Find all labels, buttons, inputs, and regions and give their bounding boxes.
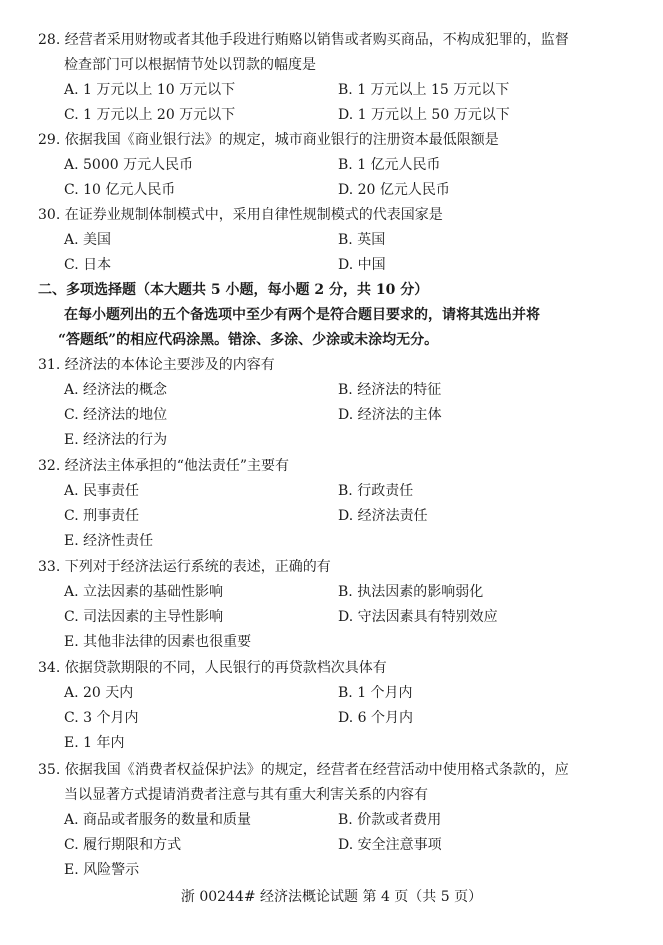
question-29-option-b: B. 1 亿元人民币 bbox=[338, 157, 441, 173]
question-34-stem: 34. 依据贷款期限的不同，人民银行的再贷款档次具体有 bbox=[38, 660, 387, 676]
question-28-stem: 28. 经营者采用财物或者其他手段进行贿赂以销售或者购买商品，不构成犯罪的，监督 bbox=[38, 32, 569, 48]
question-32-option-e: E. 经济性责任 bbox=[64, 533, 154, 549]
question-34-option-e: E. 1 年内 bbox=[64, 735, 125, 751]
question-32-stem: 32. 经济法主体承担的“他法责任”主要有 bbox=[38, 458, 290, 474]
question-30-option-c: C. 日本 bbox=[64, 257, 112, 273]
question-33-option-b: B. 执法因素的影响弱化 bbox=[338, 584, 484, 600]
question-32-option-a: A. 民事责任 bbox=[64, 483, 140, 499]
question-33-option-a: A. 立法因素的基础性影响 bbox=[64, 584, 224, 600]
question-35-option-b: B. 价款或者费用 bbox=[338, 812, 442, 828]
question-32-option-c: C. 刑事责任 bbox=[64, 508, 140, 524]
question-31-option-b: B. 经济法的特征 bbox=[338, 382, 442, 398]
question-30-stem: 30. 在证券业规制体制模式中，采用自律性规制模式的代表国家是 bbox=[38, 207, 443, 223]
question-34-option-c: C. 3 个月内 bbox=[64, 710, 139, 726]
question-34-option-a: A. 20 天内 bbox=[64, 685, 134, 701]
question-30-option-d: D. 中国 bbox=[338, 257, 386, 273]
question-35-option-c: C. 履行期限和方式 bbox=[64, 837, 182, 853]
question-31-option-e: E. 经济法的行为 bbox=[64, 432, 168, 448]
question-29-stem: 29. 依据我国《商业银行法》的规定，城市商业银行的注册资本最低限额是 bbox=[38, 132, 499, 148]
section-instructions: 在每小题列出的五个备选项中至少有两个是符合题目要求的，请将其选出并将 bbox=[64, 307, 540, 323]
question-31-option-d: D. 经济法的主体 bbox=[338, 407, 442, 423]
question-31-option-c: C. 经济法的地位 bbox=[64, 407, 168, 423]
question-32-option-d: D. 经济法责任 bbox=[338, 508, 428, 524]
question-28-option-a: A. 1 万元以上 10 万元以下 bbox=[64, 82, 236, 98]
question-28-option-c: C. 1 万元以上 20 万元以下 bbox=[64, 107, 236, 123]
section-instructions-cont: “答题纸”的相应代码涂黑。错涂、多涂、少涂或未涂均无分。 bbox=[58, 332, 439, 348]
question-35-stem: 35. 依据我国《消费者权益保护法》的规定，经营者在经营活动中使用格式条款的，应 bbox=[38, 762, 569, 778]
question-29-option-a: A. 5000 万元人民币 bbox=[64, 157, 194, 173]
question-28-option-b: B. 1 万元以上 15 万元以下 bbox=[338, 82, 510, 98]
question-34-option-d: D. 6 个月内 bbox=[338, 710, 413, 726]
question-30-option-b: B. 英国 bbox=[338, 232, 386, 248]
section-heading: 二、多项选择题（本大题共 5 小题，每小题 2 分，共 10 分） bbox=[38, 282, 429, 298]
question-31-stem: 31. 经济法的本体论主要涉及的内容有 bbox=[38, 357, 275, 373]
question-33-stem: 33. 下列对于经济法运行系统的表述，正确的有 bbox=[38, 559, 331, 575]
question-29-option-c: C. 10 亿元人民币 bbox=[64, 182, 176, 198]
question-30-option-a: A. 美国 bbox=[64, 232, 112, 248]
page-footer: 浙 00244# 经济法概论试题 第 4 页（共 5 页） bbox=[180, 889, 483, 905]
question-34-option-b: B. 1 个月内 bbox=[338, 685, 413, 701]
question-35-option-d: D. 安全注意事项 bbox=[338, 837, 442, 853]
question-32-option-b: B. 行政责任 bbox=[338, 483, 414, 499]
question-29-option-d: D. 20 亿元人民币 bbox=[338, 182, 450, 198]
question-35-option-e: E. 风险警示 bbox=[64, 862, 140, 878]
question-35-option-a: A. 商品或者服务的数量和质量 bbox=[64, 812, 252, 828]
question-33-option-e: E. 其他非法律的因素也很重要 bbox=[64, 634, 252, 650]
question-28-stem-cont: 检查部门可以根据情节处以罚款的幅度是 bbox=[64, 57, 316, 73]
question-33-option-d: D. 守法因素具有特别效应 bbox=[338, 609, 498, 625]
question-28-option-d: D. 1 万元以上 50 万元以下 bbox=[338, 107, 510, 123]
question-31-option-a: A. 经济法的概念 bbox=[64, 382, 168, 398]
question-33-option-c: C. 司法因素的主导性影响 bbox=[64, 609, 224, 625]
question-35-stem-cont: 当以显著方式提请消费者注意与其有重大利害关系的内容有 bbox=[64, 787, 428, 803]
